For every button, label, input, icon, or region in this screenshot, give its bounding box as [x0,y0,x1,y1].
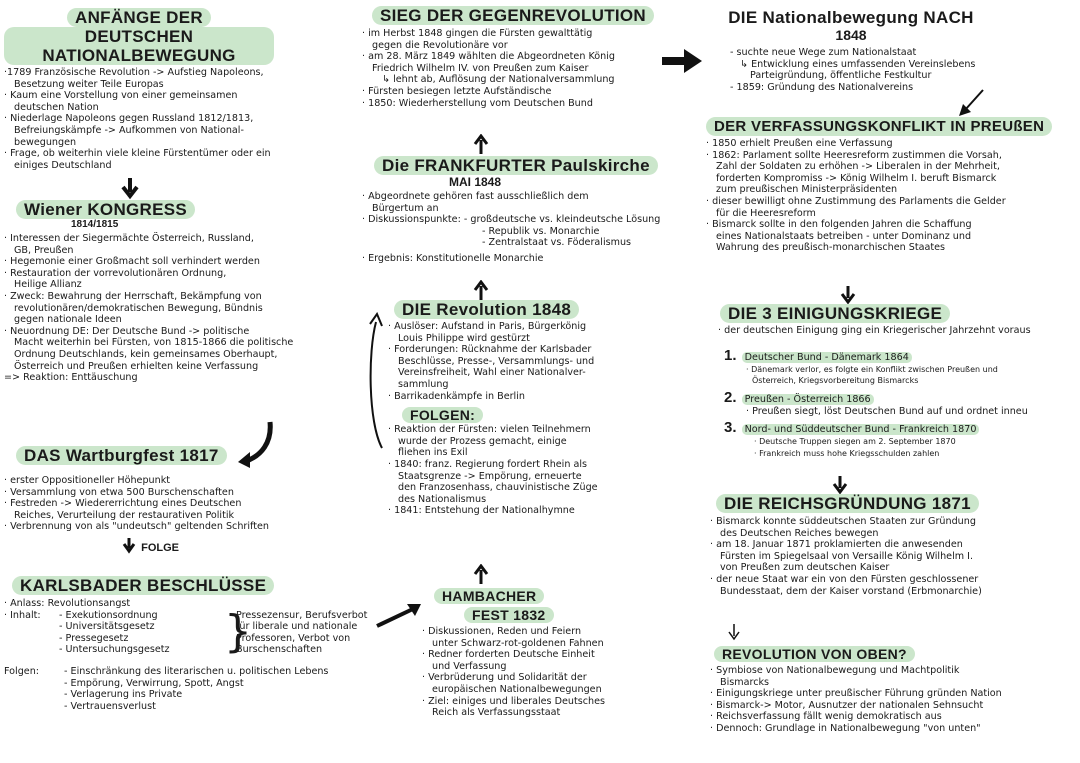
frankfurt-lines: · Abgeordnete gehören fast ausschließlich dem Bürgertum an · Diskussionspunkte: - großdeutsche vs. kleindeutsche Lösung - Republik vs. Monarchie - Zentralstaat vs. Föderalismus · Ergebnis: Konstitutionelle Monarchie [362,191,661,264]
sieg-title: SIEG DER GEGENREVOLUTION [372,6,654,25]
karlsbad-inhalt: - Exekutionsordnung - Universitätsgesetz - Pressegesetz - Untersuchungsgesetz [59,609,170,656]
einigung-war-2: 2. Preußen - Österreich 1866 · Preußen siegt, löst Deutschen Bund auf und ordnet inneu [724,388,1028,417]
einigung-war-3: 3. Nord- und Süddeutscher Bund - Frankreich 1870 · Deutsche Truppen siegen am 2. September 1870 · Frankreich muss hohe Kriegsschulden zahlen [710,417,1075,459]
hambach-title-2: FEST 1832 [464,607,554,623]
section-einigungskriege [710,304,1075,460]
revolution-title: DIE Revolution 1848 [394,300,579,319]
karlsbad-anlass: · Anlass: Revolutionsangst [4,598,131,609]
arrow-down-hook-icon [726,624,742,642]
section-revolution-1848 [388,300,688,517]
einigung-intro: · der deutschen Einigung ging ein Kriegerischer Jahrzehnt voraus [718,325,1031,336]
arrow-down-icon [122,538,136,554]
national-lines: - suchte neue Wege zum Nationalstaat ↳ Entwicklung eines umfassenden Vereinslebens Parteigründung, öffentliche Festkultur - 1859: Gründung des Nationalvereins [730,47,976,93]
section-anfaenge [4,8,349,171]
karlsbad-inhalt-label: · Inhalt: [4,609,41,621]
oben-title: REVOLUTION VON OBEN? [714,646,915,662]
anfaenge-title-2: DEUTSCHEN NATIONALBEWEGUNG [4,27,274,65]
konflikt-title: DER VERFASSUNGSKONFLIKT IN PREUßEN [706,117,1052,136]
anfaenge-lines: ·1789 Französische Revolution -> Aufstieg Napoleons, Besetzung weiter Teile Europas · Kaum eine Vorstellung von einer gemeinsamen deutschen Nation · Niederlage Napoleons gegen Russland 1812/1813, Befreiungskämpfe -> Aufkommen von National- bewegungen · Frage, ob weiterhin viele kleine Fürstentümer oder ein einiges Deutschland [4,67,271,171]
einigung-war-1: 1. Deutscher Bund - Dänemark 1864 · Dänemark verlor, es folgte ein Konflikt zwischen Preußen und Österreich, Kriegsvorbereitung Bismarcks [724,346,998,386]
section-verfassungskonflikt [706,116,1076,254]
section-paulskirche [362,156,692,265]
section-nationalbewegung [726,8,1071,93]
arrow-up-icon [473,280,489,300]
arrow-down-right-icon [955,88,987,118]
national-sub: 1848 [835,27,867,43]
section-reichsgruendung [710,494,1075,597]
brace: } [224,605,252,657]
hambach-lines: · Diskussionen, Reden und Feiern unter Schwarz-rot-goldenen Fahnen · Redner forderten Deutsche Einheit und Verfassung · Verbrüderung und Solidarität der europäischen Nationalbewegungen · Ziel: einiges und liberales Deutsches Reich als Verfassungsstaat [422,626,605,719]
sieg-lines: · im Herbst 1848 gingen die Fürsten gewalttätig gegen die Revolutionäre vor · am 28. März 1849 wählten die Abgeordneten König Friedrich Wilhelm IV. von Preußen zum Kaiser ↳ lehnt ab, Auflösung der Nationalversammlung · Fürsten besiegen letzte Aufständische · 1850: Wiederherstellung vom Deutschen Bund [362,28,615,109]
karlsbad-folgen-label: Folgen: [4,665,40,677]
wiener-lines: · Interessen der Siegermächte Österreich, Russland, GB, Preußen · Hegemonie einer Großmacht soll verhindert werden · Restauration der vorrevolutionären Ordnung, Heilige Allianz · Zweck: Bewahrung der Herrschaft, Bekämpfung von revolutionären/demokratischen Bewegung, Bündnis gegen nationale Ideen · Neuordnung DE: Der Deutsche Bund -> politische Macht weiterhin bei Fürsten, von 1815-1866 die politische Ordnung Deutschlands, kein gemeinsames Oberhaupt, Österreich und Preußen erhielten keine Verfassung => Reaktion: Enttäuschung [4,233,294,384]
national-title: DIE Nationalbewegung NACH [728,8,974,27]
section-karlsbad [4,576,384,712]
section-wiener-kongress [4,200,354,384]
reich-lines: · Bismarck konnte süddeutschen Staaten zur Gründung des Deutschen Reiches bewegen · am 18. Januar 1871 proklamierten die anwesenden Fürsten im Spiegelsaal von Versaille König Wilhelm I. von Preußen zum deutschen Kaiser · der neue Staat war ein von den Fürsten geschlossener Bundesstaat, dem der Kaiser vorstand (Erbmonarchie) [710,516,982,597]
arrow-loop-icon [366,312,388,452]
revolution-lines: · Auslöser: Aufstand in Paris, Bürgerkönig Louis Philippe wird gestürzt · Forderungen: Rücknahme der Karlsbader Beschlüsse, Presse-, Versammlungs- und Vereinsfreiheit, Wahl einer Nationalver- sammlung · Barrikadenkämpfe in Berlin [388,321,595,402]
karlsbad-title: KARLSBADER BESCHLÜSSE [12,576,274,595]
section-hambacher-fest [422,586,692,719]
karlsbad-folgen: - Einschränkung des literarischen u. politischen Lebens - Empörung, Verwirrung, Spott, Angst - Verlagerung ins Private - Vertrauensverlust [64,665,329,712]
arrow-down-icon [120,178,140,200]
konflikt-lines: · 1850 erhielt Preußen eine Verfassung · 1862: Parlament sollte Heeresreform zustimmen die Vorsah, Zahl der Soldaten zu erhöhen -> Liberalen in der Mehrheit, forderten Kompromiss -> König Wilhelm I. beruft Bismarck zum preußischen Ministerpräsidenten · dieser bewilligt ohne Zustimmung des Parlaments die Gelder für die Heeresreform · Bismarck sollte in den folgenden Jahren die Schaffung eines Nationalstaats betreiben - unter Dominanz und Wahrung des preußisch-monarchischen Staates [706,138,1006,254]
reich-title: DIE REICHSGRÜNDUNG 1871 [716,494,979,513]
wartburg-lines: · erster Oppositioneller Höhepunkt · Versammlung von etwa 500 Burschenschaften · Festreden -> Wiedererrichtung eines Deutschen Reiches, Verurteilung der restaurativen Politik · Verbrennung von als "undeutsch" geltenden Schriften [4,475,269,533]
anfaenge-title: ANFÄNGE DER [67,8,211,27]
arrow-right-up-icon [375,600,425,630]
wiener-title: Wiener KONGRESS [16,200,195,219]
oben-lines: · Symbiose von Nationalbewegung und Machtpolitik Bismarcks · Einigungskriege unter preußischer Führung gründen Nation · Bismarck-> Motor, Ausnutzer der nationalen Sehnsucht · Reichsverfassung fällt wenig demokratisch aus · Dennoch: Grundlage in Nationalbewegung "von unten" [710,665,1002,734]
arrow-down-icon [840,286,856,304]
karlsbad-inhalt-right: Pressezensur, Berufsverbot für liberale und nationale Professoren, Verbot von Burschenschaften [236,609,368,656]
frankfurt-sub: MAI 1848 [449,175,502,189]
section-revolution-von-oben [710,644,1075,735]
frankfurt-title: Die FRANKFURTER Paulskirche [374,156,658,175]
arrow-down-icon [832,476,848,494]
arrow-up-icon [473,134,489,154]
einigung-title: DIE 3 EINIGUNGSKRIEGE [720,304,950,323]
revolution-folgen-title: FOLGEN: [402,407,483,423]
wiener-sub: 1814/1815 [71,219,119,230]
revolution-folgen: · Reaktion der Fürsten: vielen Teilnehmern wurde der Prozess gemacht, einige fliehen ins Exil · 1840: franz. Regierung fordert Rhein als Staatsgrenze -> Empörung, erneuerte den Franzosenhass, chauvinistische Züge des Nationalismus · 1841: Entstehung der Nationalhymne [388,424,598,517]
folge-label: FOLGE [141,541,179,554]
section-wartburgfest [4,446,354,555]
wartburg-title: DAS Wartburgfest 1817 [16,446,227,465]
arrow-right-icon [660,48,704,74]
arrow-up-icon [473,564,489,584]
section-gegenrevolution [362,6,682,109]
hambach-title: HAMBACHER [434,588,544,604]
